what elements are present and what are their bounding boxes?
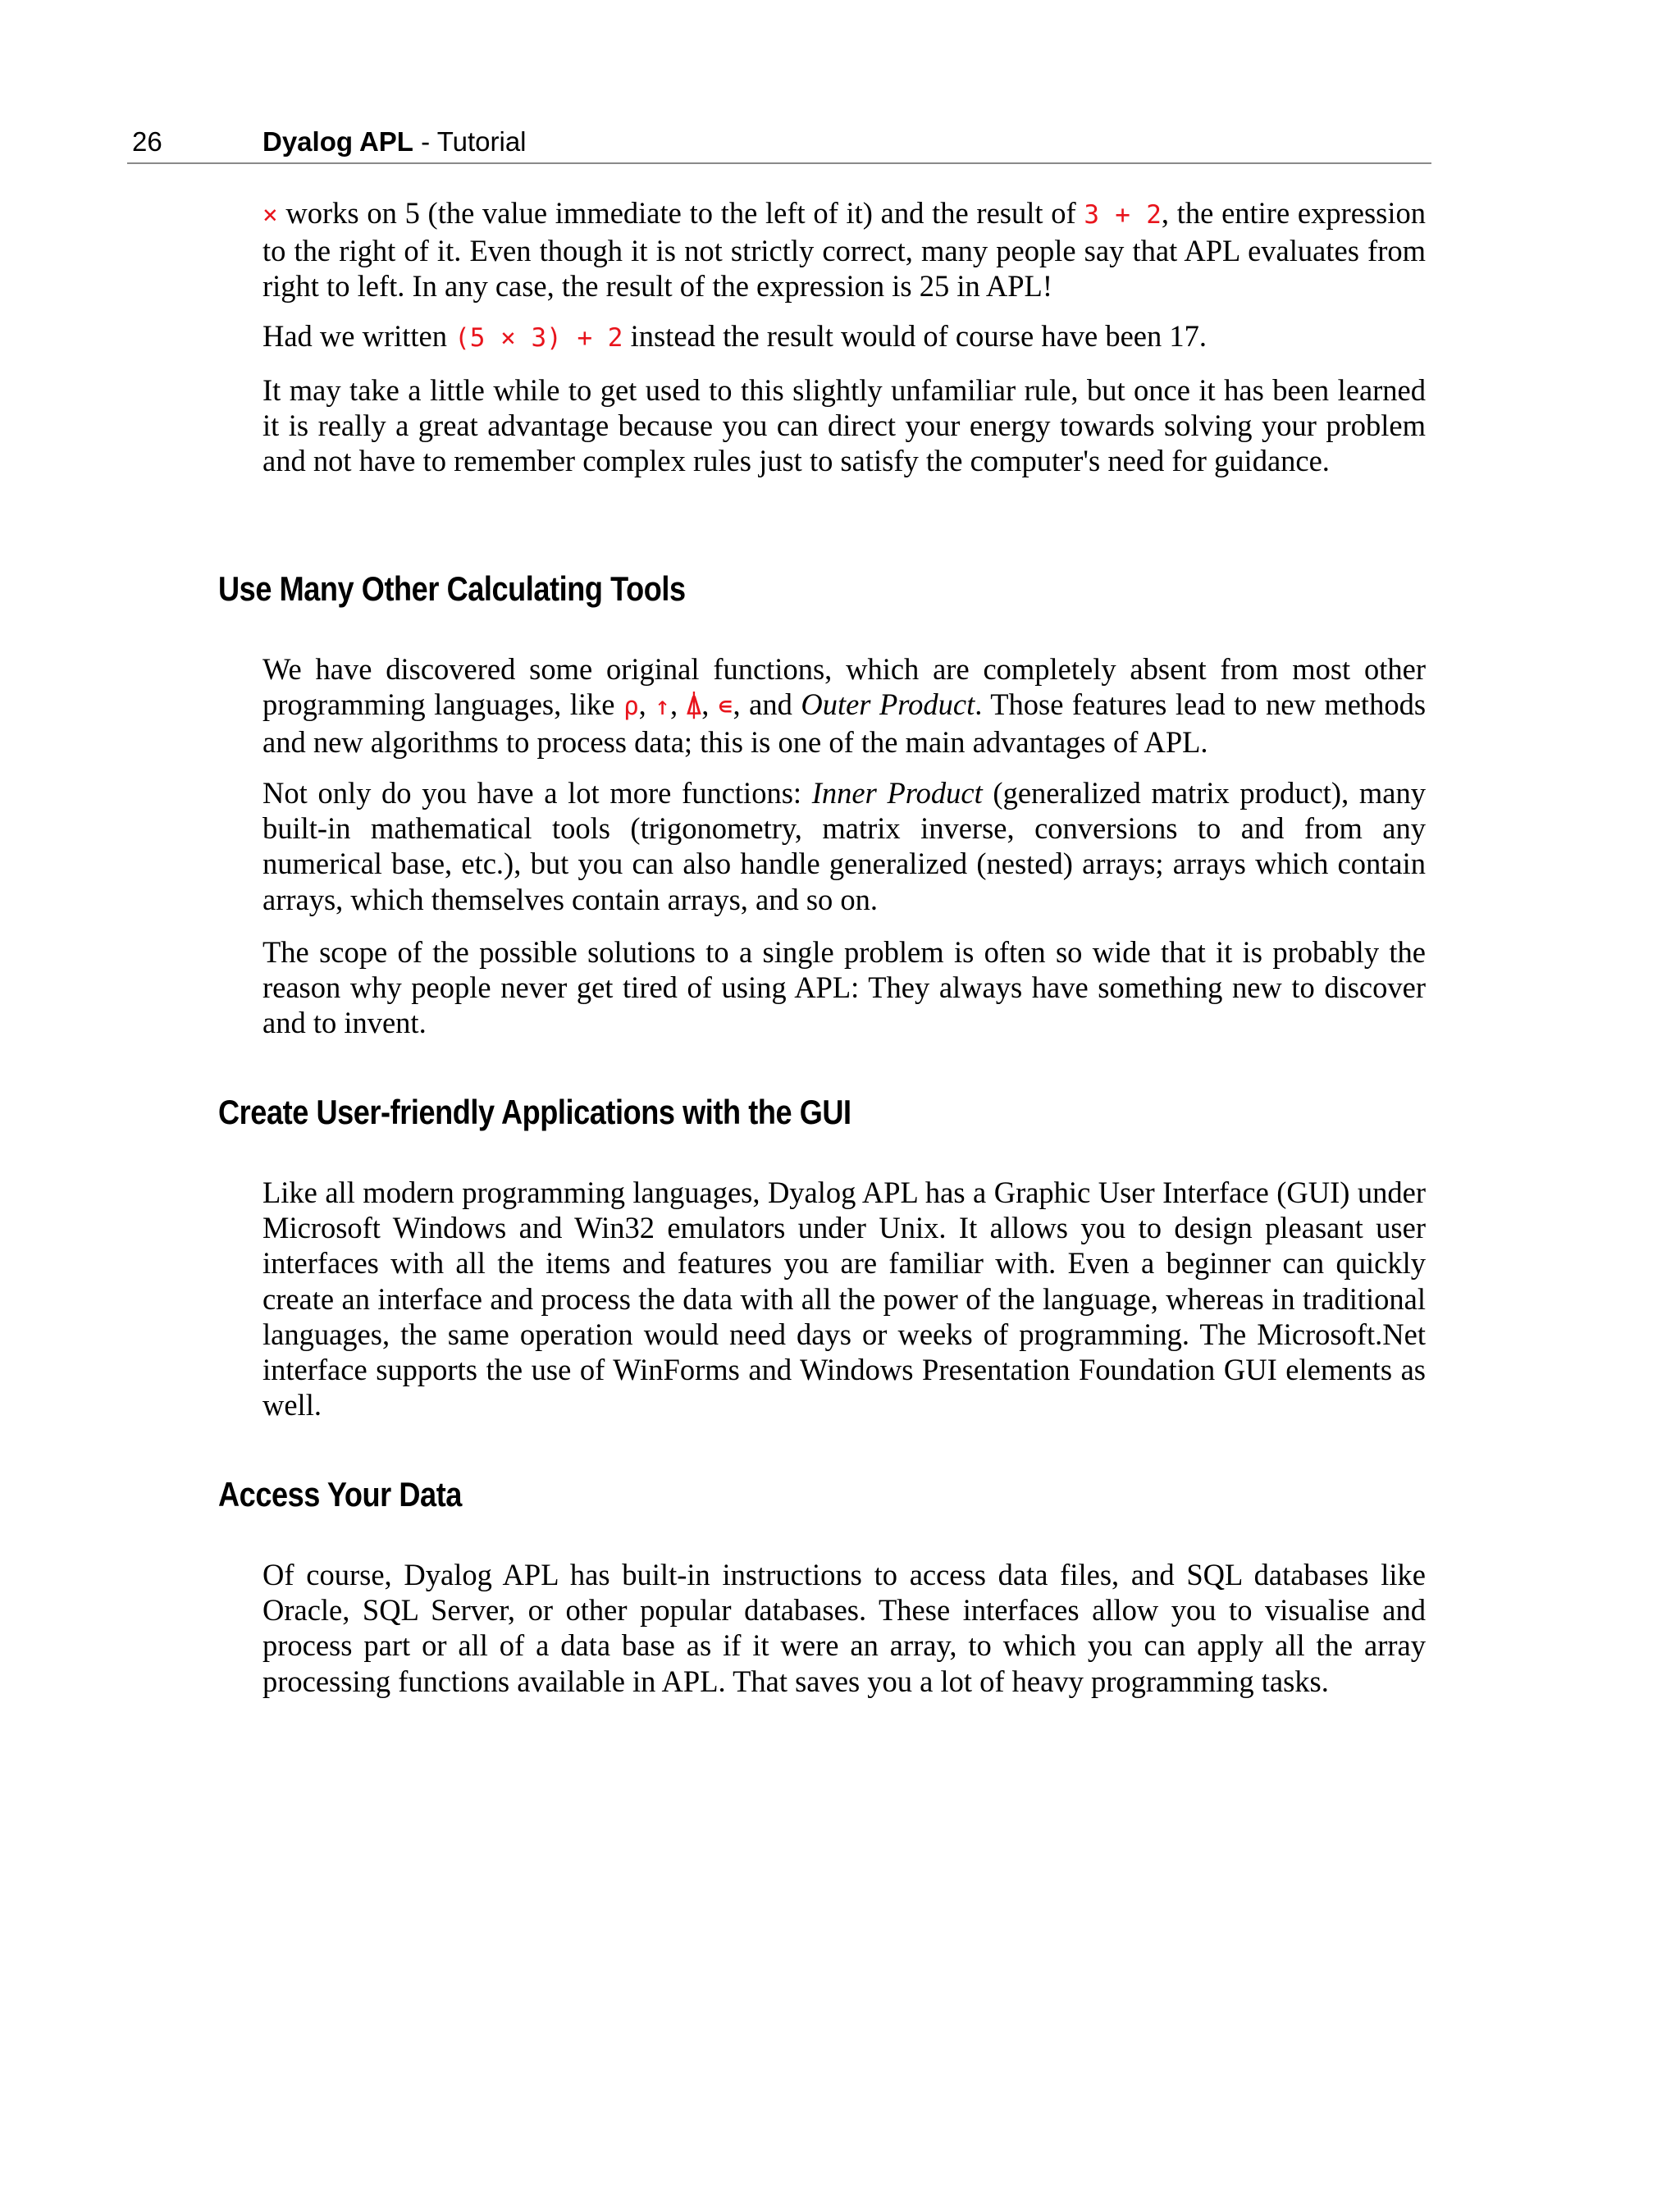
paragraph-more-functions <box>262 775 1426 917</box>
text-run: works on 5 (the value immediate to the left of it) and the result of <box>277 196 1084 230</box>
title-separator: - <box>413 126 437 157</box>
text-run: , the entire expression to the right of it. Even though it is not strictly correct, many people say that APL evaluates from right to left. In any case, the result of the expression is 25 in APL! <box>262 196 1426 304</box>
emphasis-outer-product: Outer Product <box>801 687 975 722</box>
text-run: . Those features lead to new methods and new algorithms to process data; this is one of the main advantages of APL. <box>262 687 1427 760</box>
text-run: (generalized matrix product), many built-in mathematical tools (trigonometry, matrix inverse, conversions to and from any numerical base, etc.), but you can also handle generalized (nested) arrays; arrays which contain arrays, which themselves contain arrays, and so on. <box>262 776 1426 916</box>
paragraph-scope-of-solutions: The scope of the possible solutions to a single problem is often so wide that it is probably the reason why people never get tired of using APL: They always have something new to discover and to invent. <box>262 935 1426 1040</box>
apl-code: 3 + 2 <box>1084 200 1162 230</box>
paragraph-had-we-written <box>262 318 1426 356</box>
section-heading-gui: Create User-friendly Applications with the GUI <box>218 1093 851 1131</box>
page-number: 26 <box>132 126 162 157</box>
separator: , <box>638 687 655 722</box>
paragraph-access-data: Of course, Dyalog APL has built-in instructions to access data files, and SQL databases like Oracle, SQL Server, or other popular databases. These interfaces allow you to visualise and process part or all of a data base as if it were an array, to which you can apply all the array processing functions available in APL. That saves you a lot of heavy programming tasks. <box>262 1558 1426 1698</box>
paragraph-gui: Like all modern programming languages, Dyalog APL has a Graphic User Interface (GUI) under Microsoft Windows and Win32 emulators under Unix. It allows you to design pleasant user interfaces with all the items and features you are familiar with. Even a beginner can quickly create an interface and process the data with all the power of the language, whereas in traditional languages, the same operation would need days or weeks of programming. The Microsoft.Net interface supports the use of WinForms and Windows Presentation Foundation GUI elements as well. <box>262 1176 1426 1422</box>
separator: , <box>701 687 718 722</box>
text-run: We have discovered some original functions, which are completely absent from most other programming languages, like <box>262 652 1426 722</box>
apl-symbol-rho: ⍴ <box>623 692 639 722</box>
section-heading-access-data: Access Your Data <box>218 1475 462 1514</box>
doc-type: Tutorial <box>436 126 527 157</box>
paragraph-unfamiliar-rule: It may take a little while to get used to this slightly unfamiliar rule, but once it has been learned it is really a great advantage because you can direct your energy towards solving your problem and not have to remember complex rules just to satisfy the computer's need for guidance. <box>262 373 1426 478</box>
text-run: , and <box>733 687 801 722</box>
apl-code: (5 × 3) + 2 <box>454 323 623 353</box>
paragraph-original-functions <box>262 651 1426 760</box>
separator: , <box>669 687 687 722</box>
product-name: Dyalog APL <box>262 126 413 157</box>
text-run: Had we written <box>262 319 455 353</box>
running-title <box>262 126 527 158</box>
emphasis-inner-product: Inner Product <box>811 776 983 810</box>
section-heading-calculating-tools: Use Many Other Calculating Tools <box>218 569 686 608</box>
apl-symbol-take: ↑ <box>655 692 670 722</box>
apl-code: × <box>262 200 278 230</box>
paragraph-evaluation-order <box>262 195 1426 304</box>
apl-symbol-enlist: ∊ <box>717 692 733 722</box>
page-header <box>127 123 1431 164</box>
text-run: instead the result would of course have been 17. <box>623 319 1207 353</box>
apl-symbol-grade-up: ⍋ <box>686 692 702 722</box>
text-run: Not only do you have a lot more functions: <box>262 776 812 810</box>
